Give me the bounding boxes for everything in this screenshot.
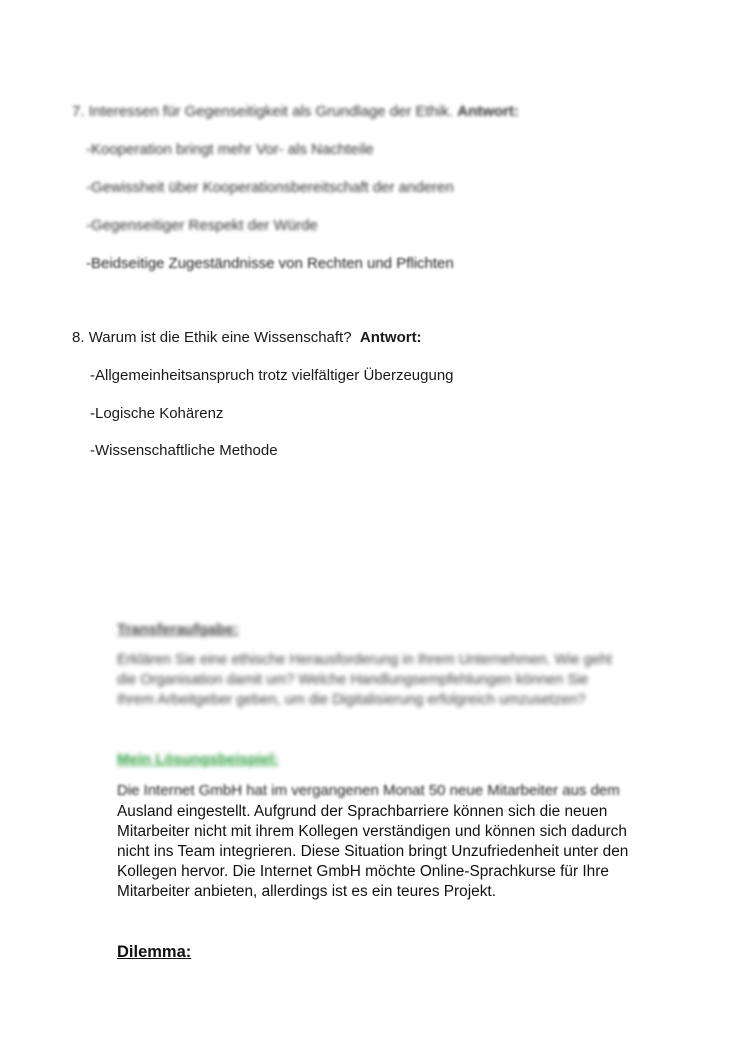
transfer-line: Erklären Sie eine ethische Herausforderung in Ihrem Unternehmen. Wie geht bbox=[117, 652, 612, 668]
solution-first-line: Die Internet GmbH hat im vergangenen Monat 50 neue Mitarbeiter aus dem bbox=[117, 782, 620, 799]
answer-7-point-1: -Kooperation bringt mehr Vor- als Nachteile bbox=[86, 141, 374, 158]
solution-line: Kollegen hervor. Die Internet GmbH möchte Online-Sprachkurse für Ihre bbox=[117, 863, 609, 880]
solution-line: nicht ins Team integrieren. Diese Situation bringt Unzufriedenheit unter den bbox=[117, 843, 629, 860]
transfer-text bbox=[117, 650, 677, 710]
answer-7-point-3: -Gegenseitiger Respekt der Würde bbox=[86, 217, 318, 234]
answer-7-point-2: -Gewissheit über Kooperationsbereitschaft der anderen bbox=[86, 179, 454, 196]
question-8 bbox=[72, 329, 422, 346]
transfer-heading: Transferaufgabe: bbox=[117, 621, 239, 638]
solution-heading: Mein Lösungsbeispiel: bbox=[117, 751, 279, 768]
transfer-line: Ihrem Arbeitgeber geben, um die Digitalisierung erfolgreich umzusetzen? bbox=[117, 692, 586, 708]
question-7-text: Interessen für Gegenseitigkeit als Grundlage der Ethik. bbox=[88, 103, 454, 120]
answer-8-point-3: -Wissenschaftliche Methode bbox=[90, 442, 278, 459]
transfer-line: die Organisation damit um? Welche Handlungsempfehlungen können Sie bbox=[117, 672, 589, 688]
question-7-number: 7. bbox=[72, 103, 85, 120]
solution-line: Ausland eingestellt. Aufgrund der Sprachbarriere können sich die neuen bbox=[117, 803, 608, 820]
question-8-text: Warum ist die Ethik eine Wissenschaft? bbox=[88, 329, 352, 346]
answer-8-point-2: -Logische Kohärenz bbox=[90, 405, 224, 422]
solution-line: Mitarbeiter nicht mit ihrem Kollegen verständigen und können sich dadurch bbox=[117, 823, 627, 840]
solution-text bbox=[117, 802, 677, 902]
question-8-number: 8. bbox=[72, 329, 85, 346]
question-7-answer-label: Antwort: bbox=[457, 103, 519, 120]
answer-8-point-1: -Allgemeinheitsanspruch trotz vielfältiger Überzeugung bbox=[90, 367, 454, 384]
answer-7-point-4: -Beidseitige Zugeständnisse von Rechten und Pflichten bbox=[86, 255, 454, 272]
solution-line: Mitarbeiter anbieten, allerdings ist es ein teures Projekt. bbox=[117, 883, 496, 900]
dilemma-heading: Dilemma: bbox=[117, 943, 192, 961]
question-8-answer-label: Antwort: bbox=[359, 329, 422, 346]
question-7 bbox=[72, 103, 519, 120]
